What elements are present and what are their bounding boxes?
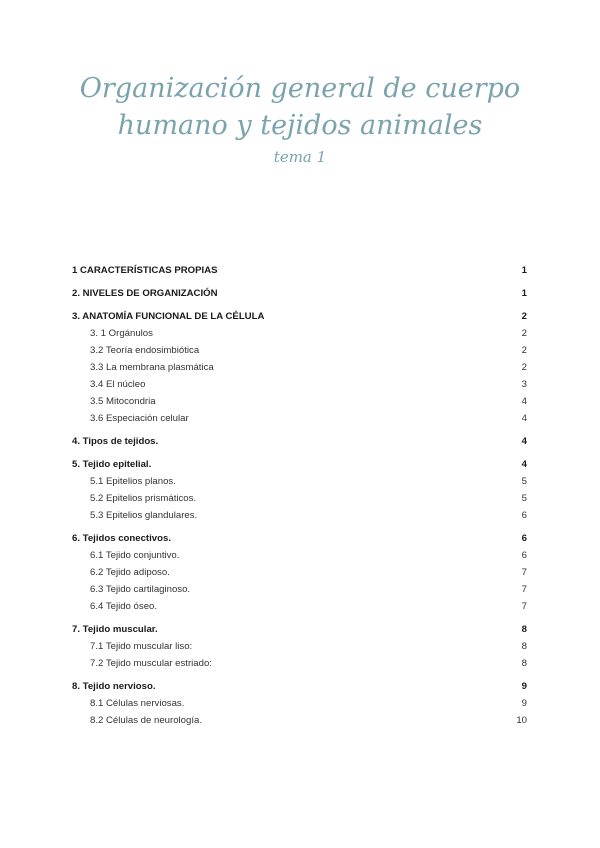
toc-entry[interactable] (72, 564, 527, 581)
toc-entry[interactable] (72, 598, 527, 615)
toc-entry-label: 5.1 Epitelios planos. (90, 476, 176, 487)
toc-entry[interactable] (72, 530, 527, 547)
toc-entry[interactable] (72, 490, 527, 507)
toc-entry-page: 4 (521, 413, 527, 424)
toc-entry[interactable] (72, 342, 527, 359)
toc-entry-label: 3.4 El núcleo (90, 379, 146, 390)
toc-entry[interactable] (72, 285, 527, 302)
toc-entry-page: 10 (516, 715, 527, 726)
toc-entry-page: 4 (521, 436, 527, 447)
document-title (0, 70, 600, 144)
toc-entry[interactable] (72, 547, 527, 564)
toc-entry[interactable] (72, 308, 527, 325)
toc-entry[interactable] (72, 359, 527, 376)
toc-entry[interactable] (72, 325, 527, 342)
toc-entry-page: 2 (521, 362, 527, 373)
toc-entry-label: 5.2 Epitelios prismáticos. (90, 493, 197, 504)
title-line-1: Organización general de cuerpo (79, 73, 521, 104)
toc-entry[interactable] (72, 376, 527, 393)
toc-entry-label: 1 CARACTERÍSTICAS PROPIAS (72, 265, 218, 276)
toc-entry-label: 6.1 Tejido conjuntivo. (90, 550, 180, 561)
toc-entry-label: 4. Tipos de tejidos. (72, 436, 159, 447)
toc-entry[interactable] (72, 456, 527, 473)
toc-entry[interactable] (72, 621, 527, 638)
toc-entry-page: 1 (521, 265, 527, 276)
toc-entry-page: 8 (521, 641, 527, 652)
toc-entry-page: 4 (521, 396, 527, 407)
toc-entry-label: 5. Tejido epitelial. (72, 459, 152, 470)
toc-entry[interactable] (72, 678, 527, 695)
toc-entry-page: 8 (521, 624, 527, 635)
toc-entry[interactable] (72, 655, 527, 672)
toc-entry-label: 3.3 La membrana plasmática (90, 362, 214, 373)
toc-entry[interactable] (72, 695, 527, 712)
toc-entry-label: 6.4 Tejido óseo. (90, 601, 158, 612)
document-subtitle: tema 1 (273, 148, 327, 166)
toc-entry[interactable] (72, 262, 527, 279)
toc-entry[interactable] (72, 507, 527, 524)
toc-entry-page: 2 (521, 311, 527, 322)
toc-entry-label: 3.6 Especiación celular (90, 413, 189, 424)
toc-entry-page: 9 (521, 681, 527, 692)
table-of-contents (72, 262, 527, 729)
toc-entry-page: 7 (521, 567, 527, 578)
toc-entry-page: 5 (521, 476, 527, 487)
toc-entry-page: 7 (521, 584, 527, 595)
title-line-2: humano y tejidos animales (117, 110, 483, 141)
toc-entry-page: 6 (521, 533, 527, 544)
toc-entry-label: 3.2 Teoría endosimbiótica (90, 345, 200, 356)
toc-entry-label: 8. Tejido nervioso. (72, 681, 156, 692)
toc-entry-page: 5 (521, 493, 527, 504)
toc-entry-label: 5.3 Epitelios glandulares. (90, 510, 198, 521)
toc-entry-label: 6. Tejidos conectivos. (72, 533, 171, 544)
toc-entry-page: 3 (521, 379, 527, 390)
toc-entry-label: 8.2 Células de neurología. (90, 715, 203, 726)
toc-entry-page: 4 (521, 459, 527, 470)
toc-entry-page: 6 (521, 510, 527, 521)
toc-entry-label: 7.2 Tejido muscular estriado: (90, 658, 212, 669)
toc-entry[interactable] (72, 638, 527, 655)
toc-entry[interactable] (72, 433, 527, 450)
toc-entry-label: 7. Tejido muscular. (72, 624, 158, 635)
toc-entry-label: 2. NIVELES DE ORGANIZACIÓN (72, 288, 218, 299)
toc-entry-label: 8.1 Células nerviosas. (90, 698, 185, 709)
toc-entry-page: 6 (521, 550, 527, 561)
toc-entry-label: 7.1 Tejido muscular liso: (90, 641, 193, 652)
toc-entry-label: 3.5 Mitocondria (90, 396, 156, 407)
toc-entry[interactable] (72, 393, 527, 410)
toc-entry-page: 7 (521, 601, 527, 612)
toc-entry[interactable] (72, 410, 527, 427)
toc-entry-page: 8 (521, 658, 527, 669)
toc-entry-page: 2 (521, 345, 527, 356)
toc-entry-label: 3. 1 Orgánulos (90, 328, 153, 339)
title-block (0, 70, 600, 166)
toc-entry[interactable] (72, 712, 527, 729)
toc-entry-page: 9 (521, 698, 527, 709)
toc-entry[interactable] (72, 581, 527, 598)
toc-entry-label: 6.3 Tejido cartilaginoso. (90, 584, 191, 595)
toc-entry-label: 3. ANATOMÍA FUNCIONAL DE LA CÉLULA (72, 311, 265, 322)
toc-entry-page: 1 (521, 288, 527, 299)
toc-entry[interactable] (72, 473, 527, 490)
toc-entry-label: 6.2 Tejido adiposo. (90, 567, 170, 578)
toc-entry-page: 2 (521, 328, 527, 339)
